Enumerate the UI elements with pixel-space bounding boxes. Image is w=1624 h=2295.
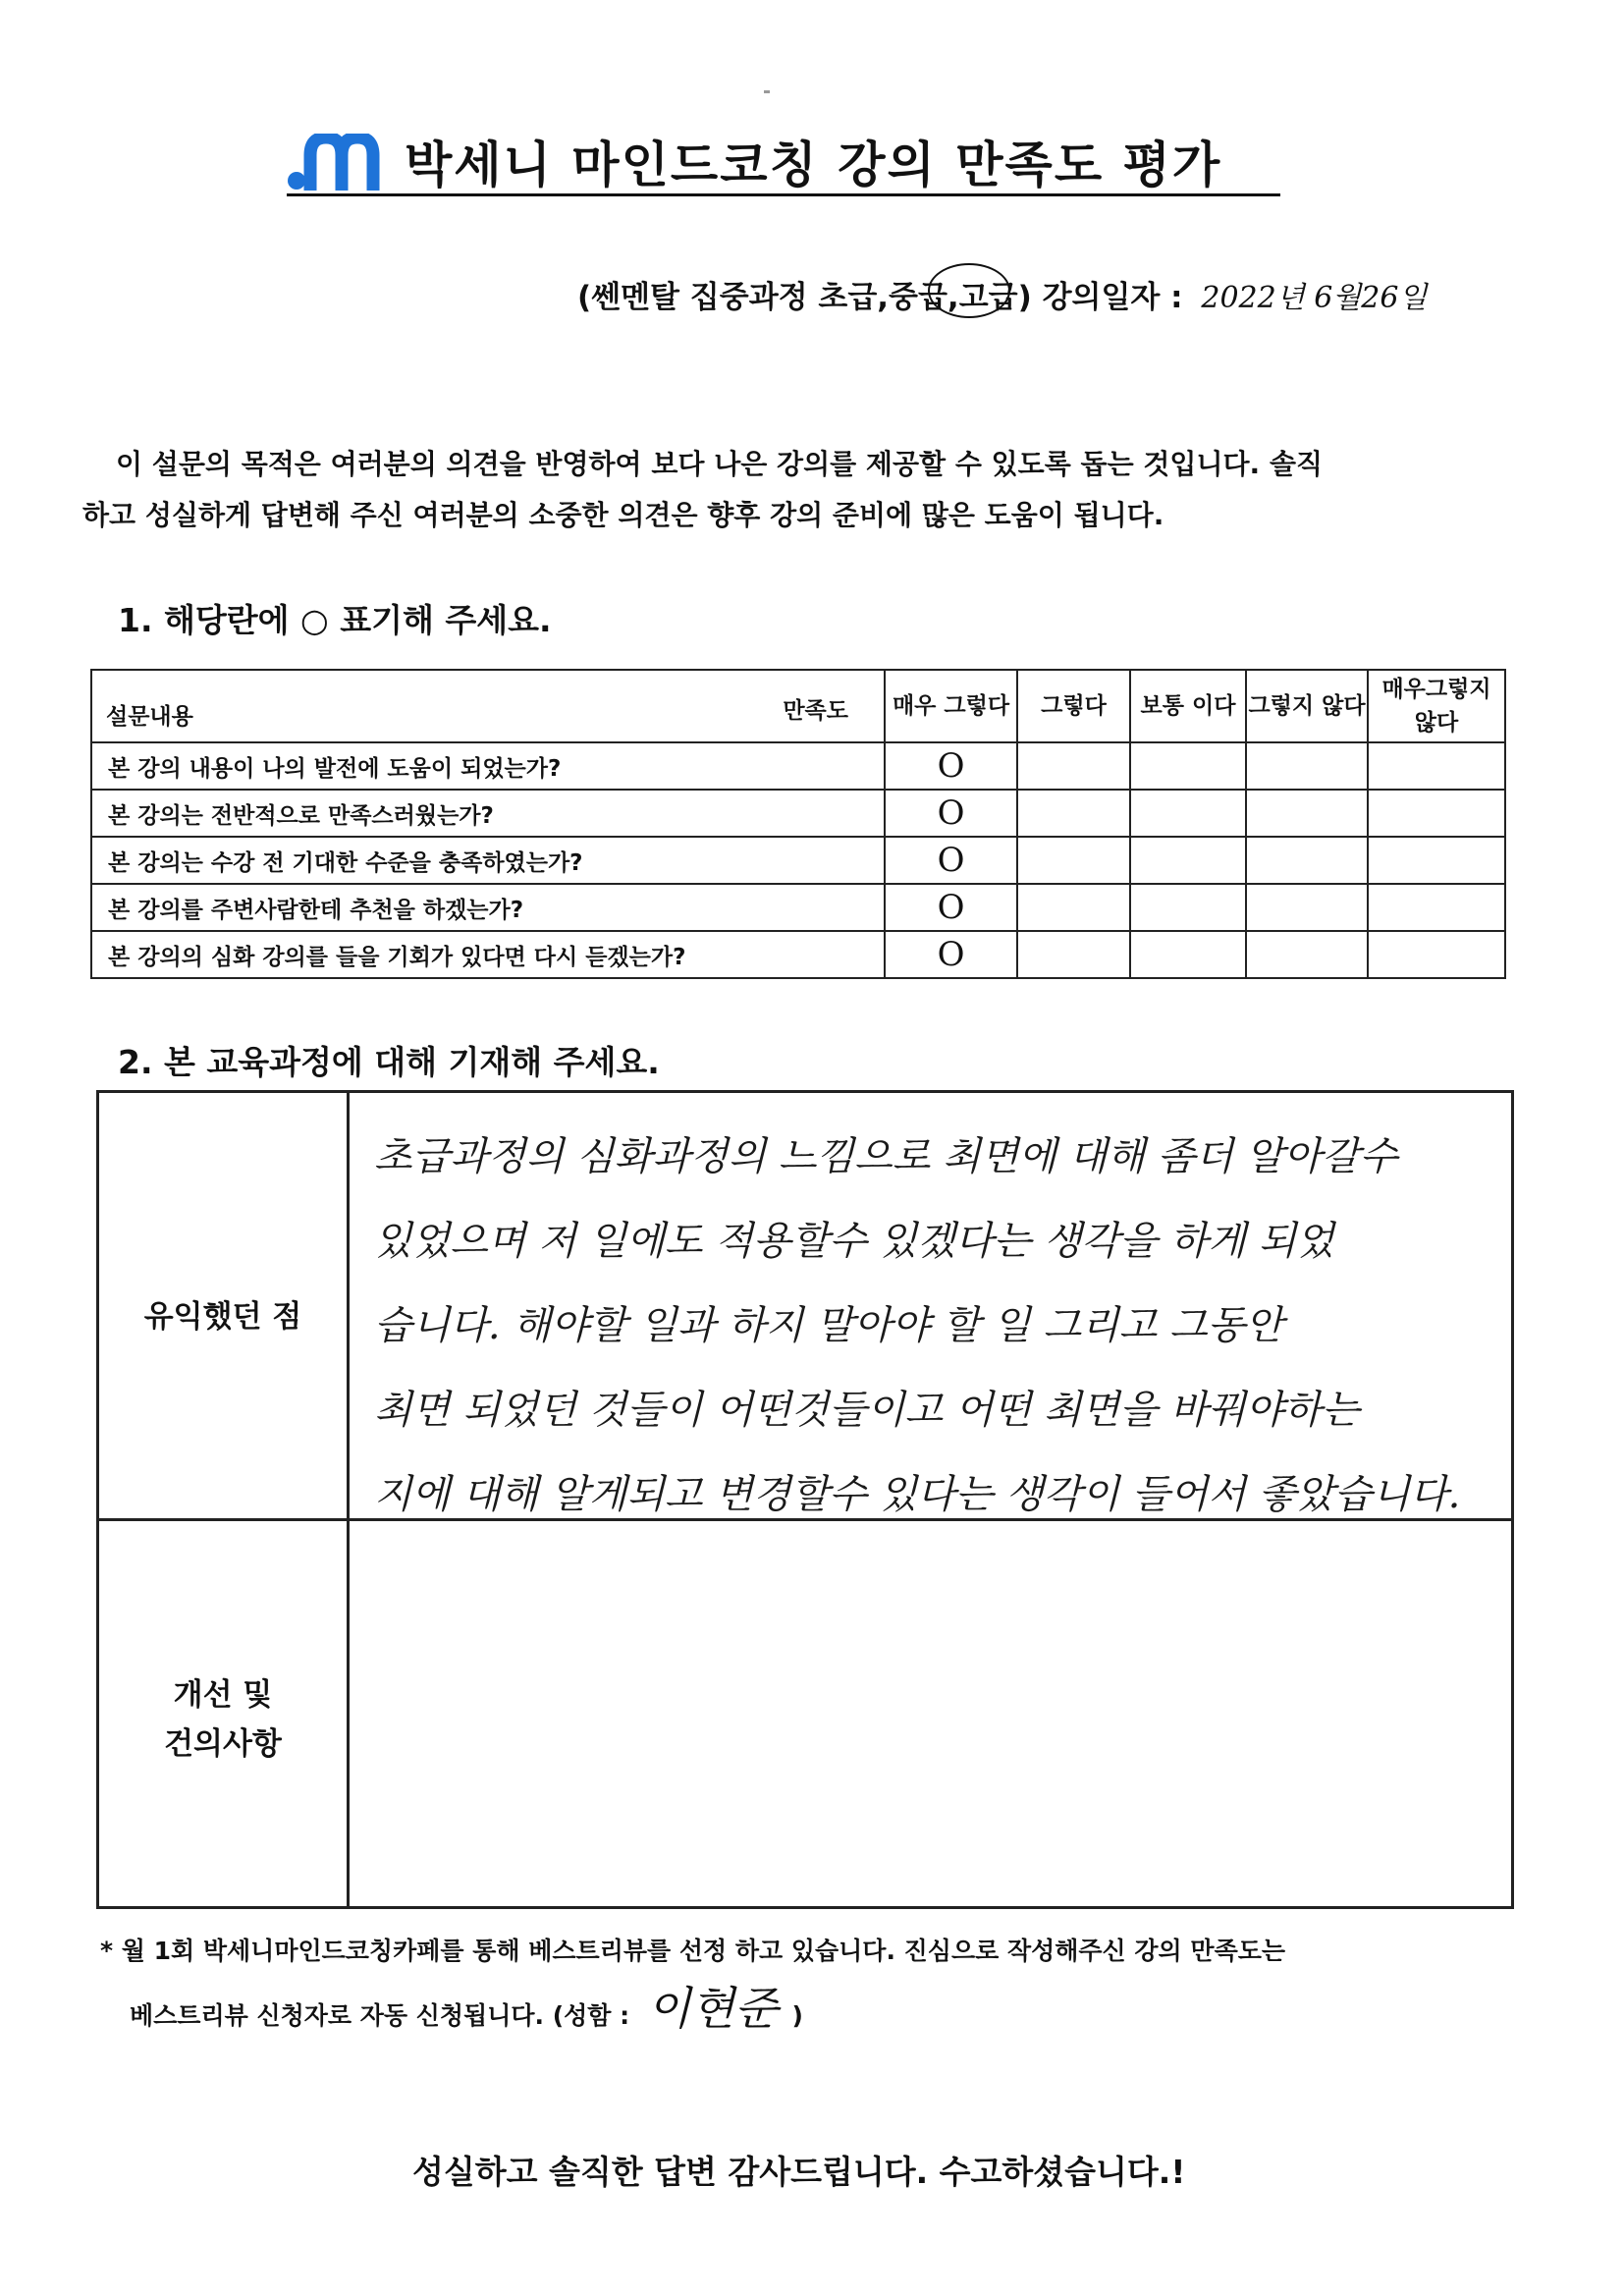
- answer-cell[interactable]: O: [885, 790, 1017, 837]
- answer-cell[interactable]: O: [885, 931, 1017, 978]
- signature[interactable]: 이현준: [647, 1982, 779, 2035]
- page-title: 박세니 마인드코칭 강의 만족도 평가: [405, 137, 1222, 193]
- scan-speck: [764, 90, 770, 93]
- note-close-paren: ): [791, 2001, 803, 2030]
- answer-cell[interactable]: [1246, 742, 1368, 790]
- scale-header: 매우그렇지 않다: [1368, 670, 1505, 742]
- answer-cell[interactable]: [1246, 884, 1368, 931]
- course-options: (쎈멘탈 집중과정 초급,중급,고급): [577, 280, 1032, 315]
- answer-cell[interactable]: [1130, 742, 1246, 790]
- answer-cell[interactable]: [1130, 884, 1246, 931]
- answer-cell[interactable]: O: [885, 837, 1017, 884]
- question-text: 본 강의를 주변사람한테 추천을 하겠는가?: [91, 884, 885, 931]
- intro-paragraph: [82, 439, 1506, 541]
- improvement-label-line-2: 건의사항: [164, 1726, 282, 1762]
- intro-line-1: 이 설문의 목적은 여러분의 의견을 반영하여 보다 나은 강의를 제공할 수 있도록 돕는 것입니다. 솔직: [116, 448, 1324, 480]
- answer-cell[interactable]: [1130, 790, 1246, 837]
- intro-line-2: 하고 성실하게 답변해 주신 여러분의 소중한 의견은 향후 강의 준비에 많은 도움이 됩니다.: [82, 499, 1164, 531]
- closing-message: 성실하고 솔직한 답변 감사드립니다. 수고하셨습니다.!: [412, 2153, 1186, 2191]
- answer-line: 최면 되었던 것들이 어떤것들이고 어떤 최면을 바꿔야하는: [374, 1388, 1360, 1433]
- answer-cell[interactable]: [1368, 931, 1505, 978]
- answer-line: 지에 대해 알게되고 변경할수 있다는 생각이 들어서 좋았습니다.: [374, 1472, 1461, 1517]
- section1-title: 1. 해당란에 ○ 표기해 주세요.: [118, 601, 552, 639]
- answer-cell[interactable]: [1246, 931, 1368, 978]
- answer-cell[interactable]: [1246, 790, 1368, 837]
- rating-header-question: [91, 670, 885, 742]
- date-label: 강의일자 :: [1042, 280, 1183, 315]
- answer-cell[interactable]: [1368, 790, 1505, 837]
- improvement-label: [99, 1670, 347, 1769]
- section2-title: 2. 본 교육과정에 대해 기재해 주세요.: [118, 1043, 660, 1081]
- header-satisfaction-label: 만족도: [783, 698, 848, 724]
- question-text: 본 강의는 수강 전 기대한 수준을 충족하였는가?: [91, 837, 885, 884]
- answer-cell[interactable]: O: [885, 742, 1017, 790]
- answer-cell[interactable]: [1017, 884, 1130, 931]
- date-value: 2022년 6월26일: [1201, 281, 1428, 315]
- table-row: [91, 790, 1505, 837]
- answer-cell[interactable]: [1246, 837, 1368, 884]
- title-underline: [287, 193, 1280, 196]
- table-row: [91, 742, 1505, 790]
- table-row: [91, 931, 1505, 978]
- question-text: 본 강의는 전반적으로 만족스러웠는가?: [91, 790, 885, 837]
- answer-cell[interactable]: [1130, 931, 1246, 978]
- note-line-1: * 월 1회 박세니마인드코칭카페를 통해 베스트리뷰를 선정 하고 있습니다. 진심으로 작성해주신 강의 만족도는: [100, 1937, 1286, 1965]
- note-line-2: 베스트리뷰 신청자로 자동 신청됩니다. (성함 :: [130, 2001, 630, 2030]
- level-circle-mark: [928, 263, 1010, 318]
- useful-label: 유익했던 점: [143, 1299, 302, 1335]
- header-question-label: 설문내용: [106, 704, 193, 730]
- feedback-box: [96, 1090, 1514, 1909]
- scale-header: 그렇다: [1017, 670, 1130, 742]
- answer-cell[interactable]: [1017, 790, 1130, 837]
- answer-cell[interactable]: [1130, 837, 1246, 884]
- question-text: 본 강의 내용이 나의 발전에 도움이 되었는가?: [91, 742, 885, 790]
- answer-cell[interactable]: [1368, 742, 1505, 790]
- answer-line: 초급과정의 심화과정의 느낌으로 최면에 대해 좀더 알아갈수: [374, 1134, 1398, 1179]
- rating-table: [90, 669, 1506, 979]
- question-text: 본 강의의 심화 강의를 들을 기회가 있다면 다시 듣겠는가?: [91, 931, 885, 978]
- improvement-label-line-1: 개선 및: [173, 1677, 273, 1713]
- answer-cell[interactable]: [1017, 837, 1130, 884]
- improvement-answer[interactable]: [354, 1525, 1503, 1898]
- answer-line: 습니다. 해야할 일과 하지 말아야 할 일 그리고 그동안: [374, 1303, 1283, 1348]
- answer-line: 있었으며 저 일에도 적용할수 있겠다는 생각을 하게 되었: [374, 1219, 1334, 1264]
- answer-cell[interactable]: [1017, 931, 1130, 978]
- answer-cell[interactable]: [1368, 884, 1505, 931]
- answer-cell[interactable]: [1017, 742, 1130, 790]
- answer-cell[interactable]: O: [885, 884, 1017, 931]
- table-row: [91, 837, 1505, 884]
- table-row: [91, 884, 1505, 931]
- scale-header: 그렇지 않다: [1246, 670, 1368, 742]
- useful-answer[interactable]: [374, 1115, 1503, 1537]
- scale-header: 매우 그렇다: [885, 670, 1017, 742]
- best-review-note: [100, 1923, 1285, 2045]
- answer-cell[interactable]: [1368, 837, 1505, 884]
- mc-brand-logo-icon: [287, 134, 381, 194]
- box-divider-vertical: [347, 1093, 350, 1906]
- scale-header: 보통 이다: [1130, 670, 1246, 742]
